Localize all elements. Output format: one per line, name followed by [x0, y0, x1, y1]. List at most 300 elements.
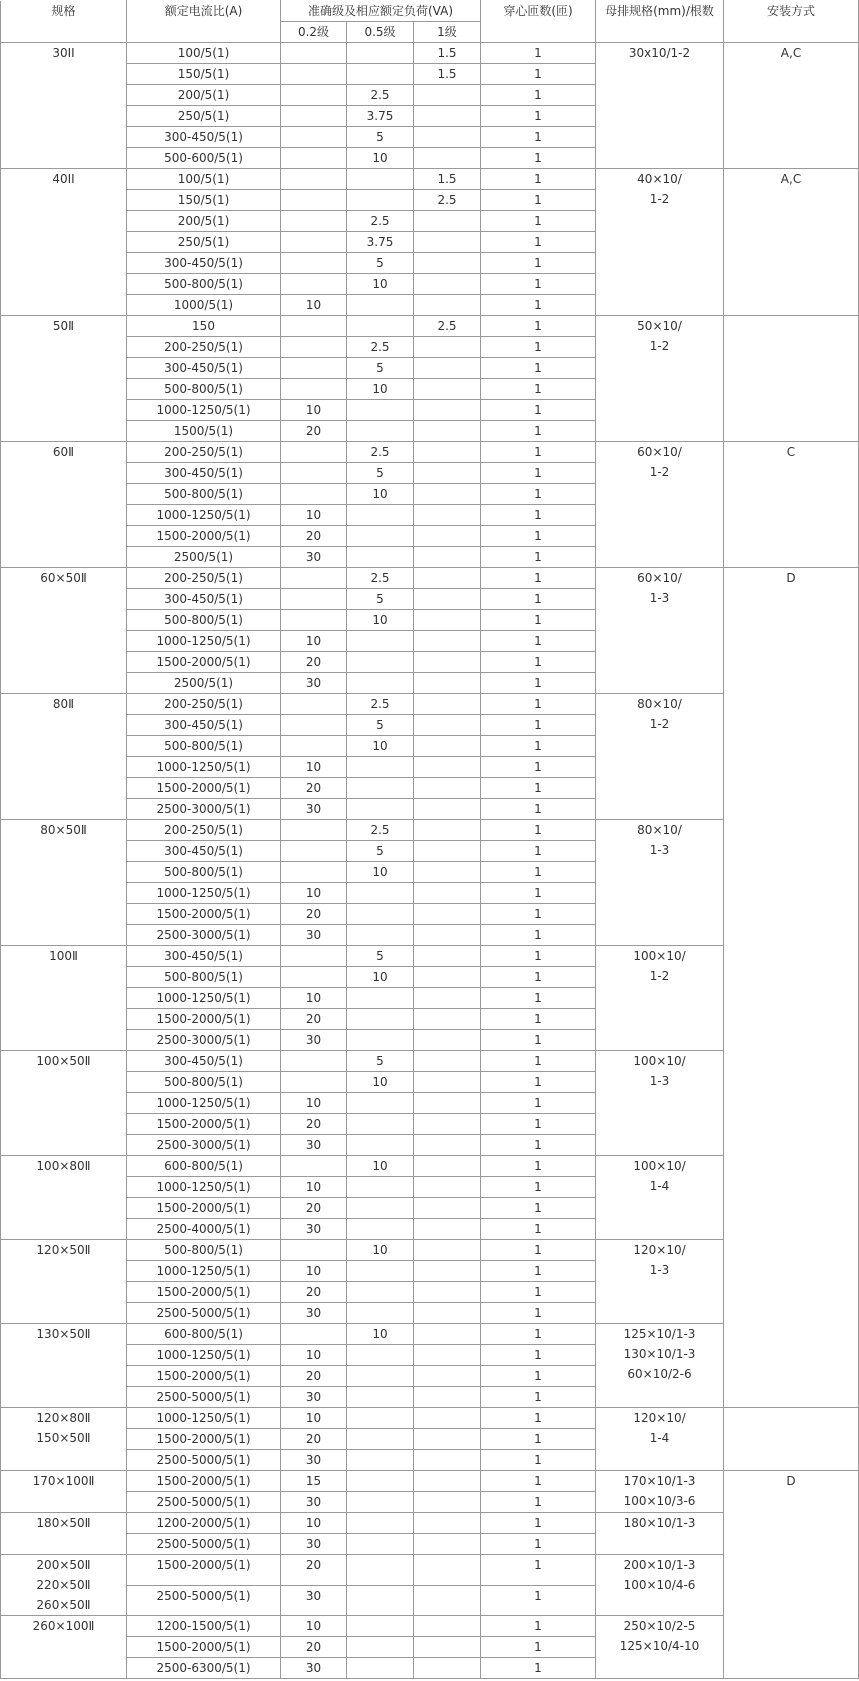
class-02-cell	[281, 694, 347, 715]
class-1-cell	[414, 85, 481, 106]
cell-line: 100×10/3-6	[623, 1494, 696, 1508]
ratio-cell: 500-800/5(1)	[127, 379, 281, 400]
cell-line: 1-4	[649, 1431, 670, 1445]
class-02-cell	[281, 253, 347, 274]
ratio-cell: 1000-1250/5(1)	[127, 1177, 281, 1198]
class-1-cell: 1.5	[414, 64, 481, 85]
class-1-cell	[414, 1585, 481, 1616]
table-row	[1, 1408, 859, 1429]
class-02-cell	[281, 1324, 347, 1345]
class-05-cell: 2.5	[347, 694, 414, 715]
class-1-cell	[414, 1637, 481, 1658]
ratio-cell: 1000-1250/5(1)	[127, 1408, 281, 1429]
cell-line: 80×10/	[637, 823, 682, 837]
class-1-cell	[414, 211, 481, 232]
class-02-cell: 30	[281, 1387, 347, 1408]
class-02-cell: 30	[281, 1492, 347, 1513]
ratio-cell: 1000-1250/5(1)	[127, 1093, 281, 1114]
class-05-cell	[347, 757, 414, 778]
class-1-cell	[414, 505, 481, 526]
cell-line: 170×100Ⅱ	[32, 1474, 95, 1488]
class-05-cell	[347, 1177, 414, 1198]
cell-line: 180×50Ⅱ	[36, 1516, 91, 1530]
turns-cell: 1	[481, 169, 596, 190]
class-05-cell	[347, 1366, 414, 1387]
class-05-cell: 2.5	[347, 85, 414, 106]
class-02-cell	[281, 379, 347, 400]
ratio-cell: 500-800/5(1)	[127, 610, 281, 631]
busbar-cell	[596, 442, 724, 568]
header-row	[1, 1, 859, 22]
class-1-cell	[414, 589, 481, 610]
class-1-cell: 1.5	[414, 43, 481, 64]
class-1-cell	[414, 1093, 481, 1114]
class-02-cell	[281, 148, 347, 169]
turns-cell: 1	[481, 1616, 596, 1637]
turns-cell: 1	[481, 1198, 596, 1219]
turns-cell: 1	[481, 1135, 596, 1156]
ratio-cell: 2500-5000/5(1)	[127, 1387, 281, 1408]
class-1-cell	[414, 757, 481, 778]
class-02-cell	[281, 1240, 347, 1261]
class-05-cell	[347, 1450, 414, 1471]
install-cell: A,C	[724, 169, 859, 316]
class-1-cell	[414, 1387, 481, 1408]
class-1-cell	[414, 1030, 481, 1051]
class-02-cell	[281, 1051, 347, 1072]
cell-line: 40×10/	[637, 172, 682, 186]
turns-cell: 1	[481, 736, 596, 757]
class-05-cell	[347, 400, 414, 421]
turns-cell: 1	[481, 715, 596, 736]
class-05-cell: 5	[347, 358, 414, 379]
class-02-cell	[281, 64, 347, 85]
class-05-cell	[347, 169, 414, 190]
class-05-cell: 5	[347, 463, 414, 484]
ratio-cell: 1500-2000/5(1)	[127, 904, 281, 925]
cell-line: 125×10/1-3	[623, 1327, 696, 1341]
ratio-cell: 2500-6300/5(1)	[127, 1658, 281, 1679]
class-02-cell: 20	[281, 778, 347, 799]
class-02-cell: 10	[281, 757, 347, 778]
class-1-cell	[414, 1282, 481, 1303]
table-row	[1, 1471, 859, 1492]
busbar-cell	[596, 820, 724, 946]
cell-line: 180×10/1-3	[623, 1516, 696, 1530]
class-02-cell: 20	[281, 1555, 347, 1586]
table-row	[1, 568, 859, 589]
turns-cell: 1	[481, 1093, 596, 1114]
class-02-cell	[281, 169, 347, 190]
class-1-cell	[414, 1658, 481, 1679]
turns-cell: 1	[481, 484, 596, 505]
class-02-cell	[281, 610, 347, 631]
class-1-cell	[414, 631, 481, 652]
class-1-cell	[414, 799, 481, 820]
cell-line: 100Ⅱ	[49, 949, 78, 963]
class-02-cell	[281, 127, 347, 148]
class-1-cell	[414, 232, 481, 253]
class-05-cell: 5	[347, 1051, 414, 1072]
class-02-cell	[281, 841, 347, 862]
cell-line: 260×100Ⅱ	[32, 1619, 95, 1633]
class-1-cell	[414, 400, 481, 421]
ratio-cell: 1500-2000/5(1)	[127, 1198, 281, 1219]
class-05-cell: 5	[347, 715, 414, 736]
cell-line: 200×10/1-3	[623, 1558, 696, 1572]
cell-line: 60×10/	[637, 445, 682, 459]
ratio-cell: 1200-1500/5(1)	[127, 1616, 281, 1637]
class-05-cell	[347, 1114, 414, 1135]
class-1-cell	[414, 1156, 481, 1177]
class-05-cell	[347, 778, 414, 799]
class-05-cell: 2.5	[347, 337, 414, 358]
class-02-cell	[281, 43, 347, 64]
busbar-cell	[596, 568, 724, 694]
ratio-cell: 150/5(1)	[127, 64, 281, 85]
ratio-cell: 300-450/5(1)	[127, 841, 281, 862]
class-05-cell: 2.5	[347, 820, 414, 841]
class-02-cell	[281, 274, 347, 295]
turns-cell: 1	[481, 1282, 596, 1303]
class-1-cell	[414, 652, 481, 673]
ratio-cell: 2500-3000/5(1)	[127, 925, 281, 946]
class-05-cell	[347, 631, 414, 652]
spec-cell	[1, 43, 127, 169]
spec-cell	[1, 1513, 127, 1555]
spec-cell	[1, 442, 127, 568]
class-02-cell: 30	[281, 547, 347, 568]
class-02-cell: 20	[281, 1429, 347, 1450]
ratio-cell: 100/5(1)	[127, 169, 281, 190]
turns-cell: 1	[481, 1177, 596, 1198]
class-1-cell	[414, 274, 481, 295]
ratio-cell: 1500-2000/5(1)	[127, 1429, 281, 1450]
cell-line: 1-3	[649, 1074, 670, 1088]
class-05-cell: 10	[347, 1072, 414, 1093]
class-02-cell: 20	[281, 904, 347, 925]
cell-line: 125×10/4-10	[619, 1639, 700, 1653]
ratio-cell: 1000-1250/5(1)	[127, 631, 281, 652]
turns-cell: 1	[481, 316, 596, 337]
turns-cell: 1	[481, 337, 596, 358]
cell-line: 150×50Ⅱ	[36, 1431, 91, 1445]
class-05-cell: 10	[347, 736, 414, 757]
ratio-cell: 1500-2000/5(1)	[127, 1471, 281, 1492]
class-1-cell	[414, 1534, 481, 1555]
ratio-cell: 600-800/5(1)	[127, 1156, 281, 1177]
ratio-cell: 2500-4000/5(1)	[127, 1219, 281, 1240]
turns-cell: 1	[481, 1492, 596, 1513]
class-02-cell: 30	[281, 1585, 347, 1616]
class-05-cell	[347, 1219, 414, 1240]
class-02-cell: 30	[281, 1030, 347, 1051]
class-05-cell: 10	[347, 379, 414, 400]
turns-cell: 1	[481, 1450, 596, 1471]
class-02-cell: 10	[281, 1408, 347, 1429]
turns-cell: 1	[481, 652, 596, 673]
turns-cell: 1	[481, 862, 596, 883]
cell-line: 120×80Ⅱ	[36, 1411, 91, 1425]
cell-line: 1-2	[649, 717, 670, 731]
cell-line: 100×10/	[633, 1054, 686, 1068]
cell-line: 120×10/	[633, 1411, 686, 1425]
ratio-cell: 2500-3000/5(1)	[127, 1030, 281, 1051]
class-05-cell: 2.5	[347, 568, 414, 589]
class-05-cell: 10	[347, 484, 414, 505]
class-1-cell	[414, 421, 481, 442]
class-1-cell	[414, 1616, 481, 1637]
busbar-cell	[596, 1408, 724, 1471]
class-05-cell	[347, 421, 414, 442]
class-02-cell	[281, 484, 347, 505]
class-1-cell	[414, 379, 481, 400]
turns-cell: 1	[481, 1303, 596, 1324]
class-1-cell	[414, 715, 481, 736]
ratio-cell: 500-800/5(1)	[127, 1072, 281, 1093]
class-05-cell: 5	[347, 946, 414, 967]
turns-cell: 1	[481, 589, 596, 610]
class-05-cell	[347, 1616, 414, 1637]
cell-line: 120×10/	[633, 1243, 686, 1257]
ratio-cell: 2500-5000/5(1)	[127, 1492, 281, 1513]
header-busbar: 母排规格(mm)/根数	[596, 1, 724, 43]
turns-cell: 1	[481, 274, 596, 295]
ratio-cell: 200-250/5(1)	[127, 694, 281, 715]
turns-cell: 1	[481, 253, 596, 274]
ratio-cell: 1500-2000/5(1)	[127, 1282, 281, 1303]
class-1-cell	[414, 925, 481, 946]
class-02-cell	[281, 862, 347, 883]
ratio-cell: 1000-1250/5(1)	[127, 883, 281, 904]
ratio-cell: 1500-2000/5(1)	[127, 1114, 281, 1135]
ratio-cell: 1000-1250/5(1)	[127, 400, 281, 421]
ratio-cell: 150	[127, 316, 281, 337]
class-02-cell	[281, 316, 347, 337]
busbar-cell	[596, 694, 724, 820]
class-05-cell	[347, 925, 414, 946]
class-05-cell	[347, 526, 414, 547]
ratio-cell: 600-800/5(1)	[127, 1324, 281, 1345]
class-05-cell	[347, 64, 414, 85]
class-02-cell	[281, 358, 347, 379]
class-02-cell	[281, 589, 347, 610]
turns-cell: 1	[481, 64, 596, 85]
turns-cell: 1	[481, 295, 596, 316]
cell-line: 100×10/	[633, 1159, 686, 1173]
class-1-cell	[414, 1555, 481, 1586]
class-1-cell	[414, 1366, 481, 1387]
ratio-cell: 300-450/5(1)	[127, 253, 281, 274]
class-1-cell	[414, 862, 481, 883]
class-1-cell: 2.5	[414, 316, 481, 337]
cell-line: 1-2	[649, 969, 670, 983]
turns-cell: 1	[481, 421, 596, 442]
class-02-cell	[281, 736, 347, 757]
ratio-cell: 1500-2000/5(1)	[127, 778, 281, 799]
ratio-cell: 300-450/5(1)	[127, 358, 281, 379]
turns-cell: 1	[481, 820, 596, 841]
class-05-cell	[347, 1471, 414, 1492]
ratio-cell: 300-450/5(1)	[127, 127, 281, 148]
cell-line: 100×50Ⅱ	[36, 1054, 91, 1068]
header-class-1: 1级	[414, 22, 481, 43]
class-05-cell	[347, 1658, 414, 1679]
cell-line: 200×50Ⅱ	[36, 1558, 91, 1572]
class-05-cell	[347, 1555, 414, 1586]
class-1-cell	[414, 106, 481, 127]
cell-line: 130×10/1-3	[623, 1347, 696, 1361]
ratio-cell: 300-450/5(1)	[127, 946, 281, 967]
class-02-cell	[281, 820, 347, 841]
class-05-cell	[347, 1261, 414, 1282]
install-cell	[724, 316, 859, 442]
busbar-cell	[596, 1324, 724, 1408]
ratio-cell: 500-600/5(1)	[127, 148, 281, 169]
class-1-cell	[414, 484, 481, 505]
class-02-cell	[281, 568, 347, 589]
class-1-cell: 1.5	[414, 169, 481, 190]
turns-cell: 1	[481, 1156, 596, 1177]
class-1-cell	[414, 946, 481, 967]
turns-cell: 1	[481, 547, 596, 568]
ratio-cell: 1500-2000/5(1)	[127, 652, 281, 673]
ratio-cell: 2500/5(1)	[127, 547, 281, 568]
ratio-cell: 1500-2000/5(1)	[127, 1366, 281, 1387]
class-02-cell: 30	[281, 673, 347, 694]
cell-line: 60×10/	[637, 571, 682, 585]
class-05-cell: 10	[347, 274, 414, 295]
class-1-cell: 2.5	[414, 190, 481, 211]
ratio-cell: 200-250/5(1)	[127, 337, 281, 358]
turns-cell: 1	[481, 1114, 596, 1135]
class-1-cell	[414, 1051, 481, 1072]
class-02-cell: 30	[281, 925, 347, 946]
class-05-cell	[347, 673, 414, 694]
class-02-cell	[281, 106, 347, 127]
ratio-cell: 2500-3000/5(1)	[127, 1135, 281, 1156]
class-1-cell	[414, 1429, 481, 1450]
class-1-cell	[414, 1240, 481, 1261]
install-cell: C	[724, 442, 859, 568]
class-02-cell: 20	[281, 1637, 347, 1658]
class-05-cell	[347, 1534, 414, 1555]
turns-cell: 1	[481, 904, 596, 925]
ratio-cell: 200-250/5(1)	[127, 442, 281, 463]
class-02-cell	[281, 85, 347, 106]
turns-cell: 1	[481, 1030, 596, 1051]
class-05-cell	[347, 652, 414, 673]
turns-cell: 1	[481, 1513, 596, 1534]
class-02-cell: 10	[281, 1513, 347, 1534]
spec-cell	[1, 1240, 127, 1324]
cell-line: 1-2	[649, 339, 670, 353]
class-1-cell	[414, 1219, 481, 1240]
cell-line: 80×10/	[637, 697, 682, 711]
class-05-cell	[347, 1303, 414, 1324]
turns-cell: 1	[481, 1051, 596, 1072]
class-1-cell	[414, 610, 481, 631]
class-02-cell	[281, 211, 347, 232]
ratio-cell: 1000-1250/5(1)	[127, 988, 281, 1009]
class-02-cell: 30	[281, 799, 347, 820]
turns-cell: 1	[481, 43, 596, 64]
header-ratio: 额定电流比(A)	[127, 1, 281, 43]
header-spec: 规格	[1, 1, 127, 43]
spec-cell	[1, 1471, 127, 1513]
install-cell	[724, 1408, 859, 1471]
class-05-cell	[347, 1492, 414, 1513]
ratio-cell: 100/5(1)	[127, 43, 281, 64]
cell-line: 1-4	[649, 1179, 670, 1193]
turns-cell: 1	[481, 1555, 596, 1586]
turns-cell: 1	[481, 85, 596, 106]
cell-line: 1-3	[649, 1263, 670, 1277]
turns-cell: 1	[481, 1387, 596, 1408]
class-1-cell	[414, 1198, 481, 1219]
class-1-cell	[414, 148, 481, 169]
class-1-cell	[414, 127, 481, 148]
ratio-cell: 250/5(1)	[127, 232, 281, 253]
class-1-cell	[414, 820, 481, 841]
class-1-cell	[414, 1450, 481, 1471]
turns-cell: 1	[481, 400, 596, 421]
class-1-cell	[414, 694, 481, 715]
install-cell: D	[724, 1471, 859, 1679]
class-02-cell: 20	[281, 1009, 347, 1030]
cell-line: 50×10/	[637, 319, 682, 333]
class-02-cell: 20	[281, 421, 347, 442]
spec-cell	[1, 946, 127, 1051]
class-1-cell	[414, 841, 481, 862]
turns-cell: 1	[481, 526, 596, 547]
class-05-cell: 10	[347, 862, 414, 883]
turns-cell: 1	[481, 673, 596, 694]
turns-cell: 1	[481, 1429, 596, 1450]
turns-cell: 1	[481, 610, 596, 631]
turns-cell: 1	[481, 1345, 596, 1366]
turns-cell: 1	[481, 232, 596, 253]
cell-line: 80Ⅱ	[52, 697, 75, 711]
class-05-cell	[347, 904, 414, 925]
cell-line: 30x10/1-2	[628, 46, 691, 60]
turns-cell: 1	[481, 1261, 596, 1282]
busbar-cell	[596, 43, 724, 169]
busbar-cell	[596, 1471, 724, 1513]
spec-cell	[1, 820, 127, 946]
turns-cell: 1	[481, 358, 596, 379]
turns-cell: 1	[481, 799, 596, 820]
class-05-cell: 5	[347, 589, 414, 610]
class-02-cell	[281, 190, 347, 211]
class-1-cell	[414, 736, 481, 757]
class-02-cell: 10	[281, 400, 347, 421]
class-1-cell	[414, 778, 481, 799]
cell-line: 250×10/2-5	[623, 1619, 696, 1633]
busbar-cell	[596, 1240, 724, 1324]
cell-line: 1-3	[649, 591, 670, 605]
turns-cell: 1	[481, 841, 596, 862]
class-1-cell	[414, 1135, 481, 1156]
class-05-cell: 10	[347, 1240, 414, 1261]
class-05-cell	[347, 1198, 414, 1219]
turns-cell: 1	[481, 211, 596, 232]
turns-cell: 1	[481, 1009, 596, 1030]
ratio-cell: 1000-1250/5(1)	[127, 757, 281, 778]
cell-line: 60×50Ⅱ	[40, 571, 87, 585]
turns-cell: 1	[481, 106, 596, 127]
class-1-cell	[414, 1324, 481, 1345]
